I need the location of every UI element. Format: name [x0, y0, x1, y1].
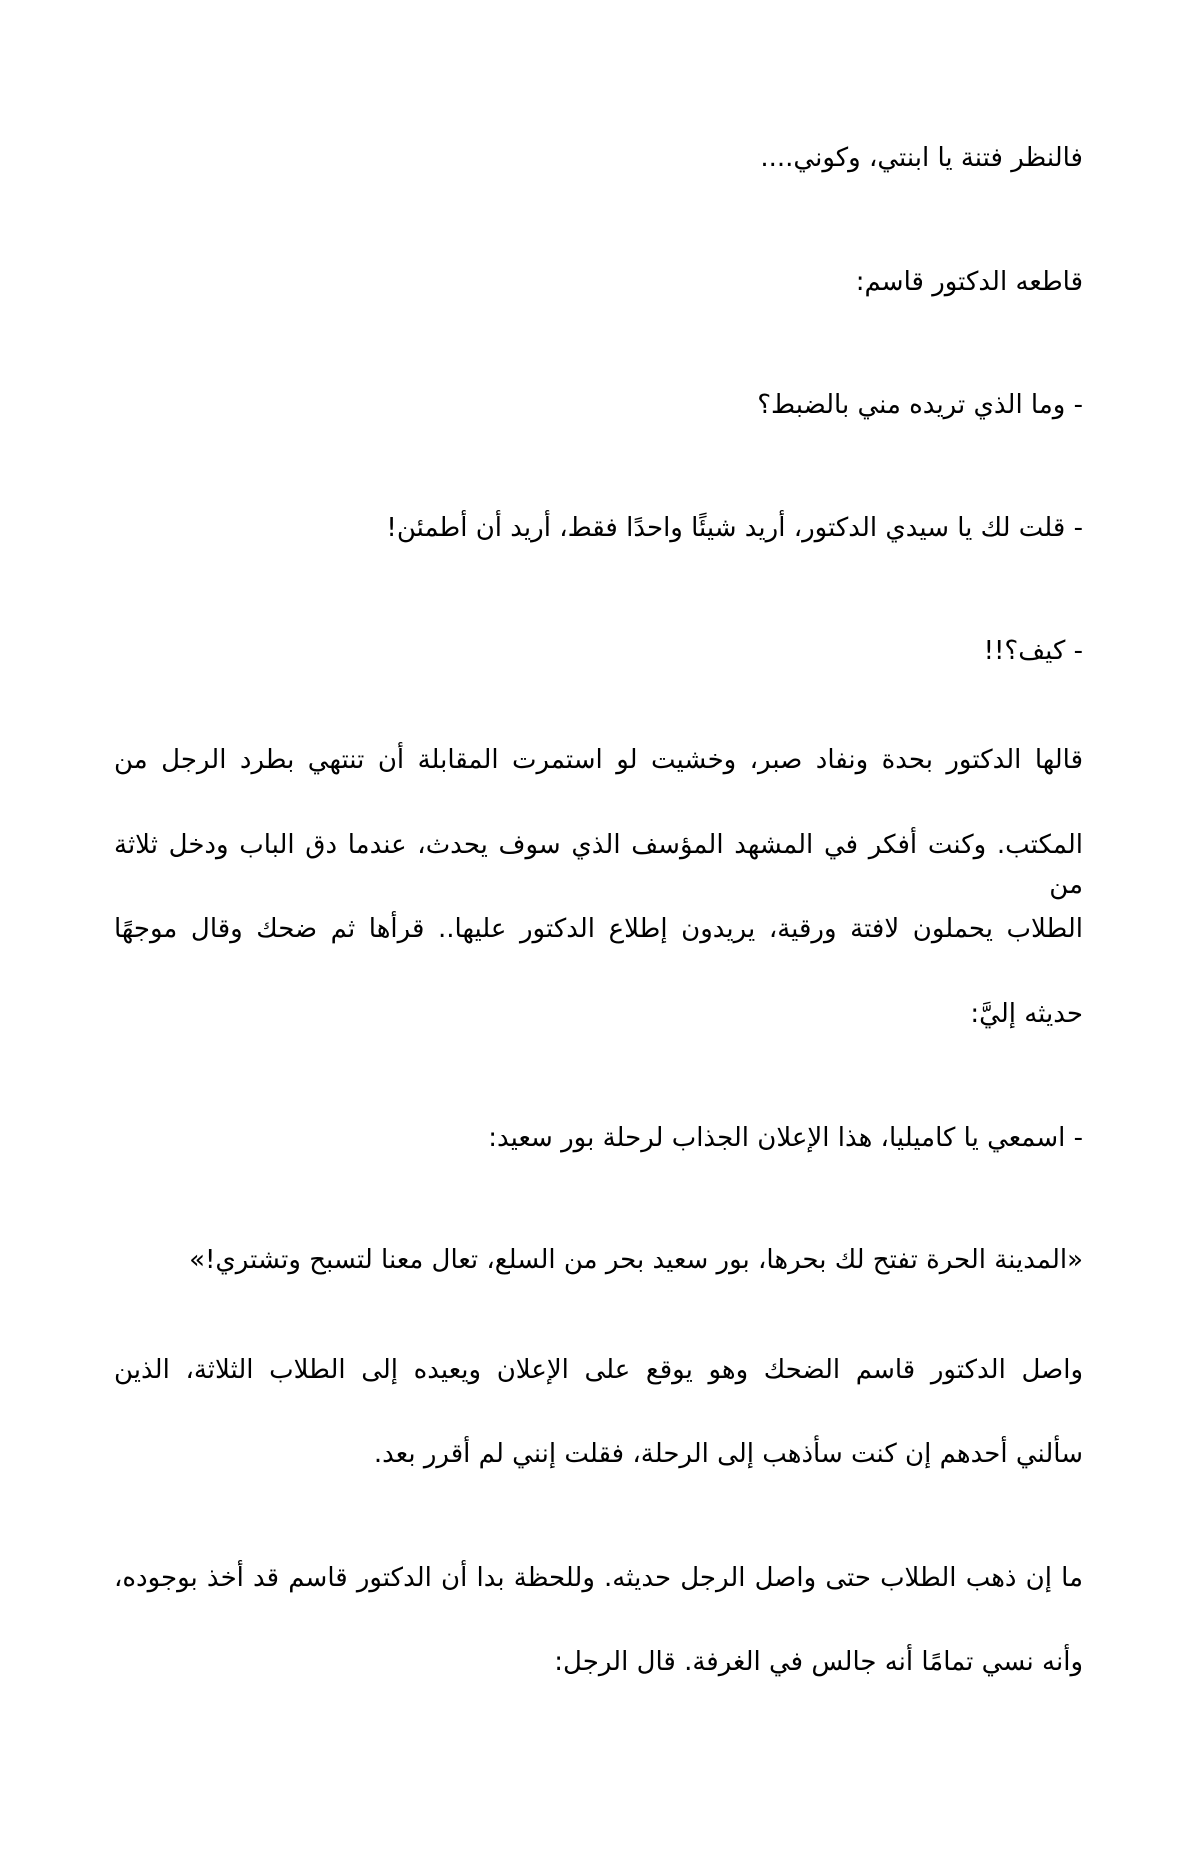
text-line: ما إن ذهب الطلاب حتى واصل الرجل حديثه. وللحظة بدا أن الدكتور قاسم قد أخذ بوجوده، [114, 1563, 1083, 1593]
text-line: «المدينة الحرة تفتح لك بحرها، بور سعيد بحر من السلع، تعال معنا لتسبح وتشتري!» [189, 1245, 1083, 1275]
text-line: سألني أحدهم إن كنت سأذهب إلى الرحلة، فقلت إنني لم أقرر بعد. [373, 1439, 1083, 1469]
text-line: - اسمعي يا كاميليا، هذا الإعلان الجذاب لرحلة بور سعيد: [488, 1123, 1083, 1153]
text-line: قاطعه الدكتور قاسم: [855, 267, 1083, 297]
text-line: حديثه إليَّ: [970, 999, 1083, 1029]
text-line: فالنظر فتنة يا ابنتي، وكوني.... [760, 143, 1083, 173]
text-line: - وما الذي تريده مني بالضبط؟ [757, 390, 1083, 420]
text-line: - قلت لك يا سيدي الدكتور، أريد شيئًا واحدًا فقط، أريد أن أطمئن! [386, 513, 1083, 543]
text-line: واصل الدكتور قاسم الضحك وهو يوقع على الإعلان ويعيده إلى الطلاب الثلاثة، الذين [114, 1355, 1083, 1385]
text-line: وأنه نسي تمامًا أنه جالس في الغرفة. قال الرجل: [554, 1647, 1083, 1677]
text-line: الطلاب يحملون لافتة ورقية، يريدون إطلاع الدكتور عليها.. قرأها ثم ضحك وقال موجهًا [114, 914, 1083, 944]
text-line: - كيف؟!! [983, 636, 1083, 666]
text-line: المكتب. وكنت أفكر في المشهد المؤسف الذي سوف يحدث، عندما دق الباب ودخل ثلاثة من [114, 830, 1083, 900]
text-line: قالها الدكتور بحدة ونفاد صبر، وخشيت لو استمرت المقابلة أن تنتهي بطرد الرجل من [114, 745, 1083, 775]
